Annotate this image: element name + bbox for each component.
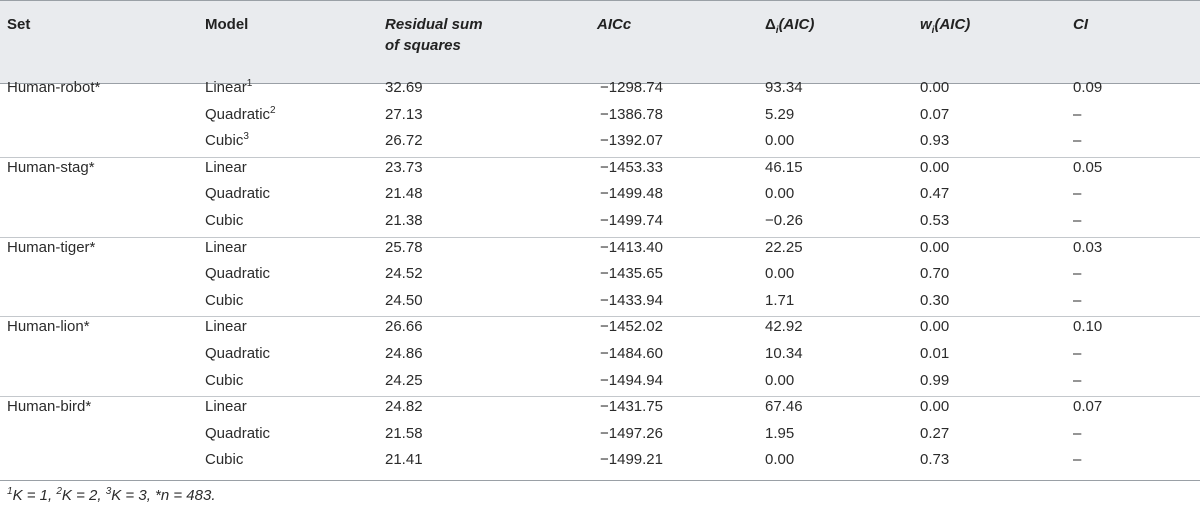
w-aic-cell	[920, 155, 949, 182]
rss-cell-text: 24.50	[385, 291, 423, 309]
ci-cell	[1073, 288, 1081, 315]
aicc-cell-text: −1298.74	[600, 79, 663, 96]
delta-aic-cell-text: 1.95	[765, 424, 795, 442]
delta-aic-cell	[765, 235, 803, 262]
rss-cell	[385, 261, 423, 288]
w-aic-cell-text: 0.93	[920, 132, 950, 150]
delta-aic-cell-text: 46.15	[765, 158, 803, 176]
aicc-cell-text: −1435.65	[600, 265, 663, 283]
delta-aic-cell-text: 0.00	[765, 185, 795, 203]
ci-cell	[1073, 314, 1102, 341]
delta-aic-cell	[765, 75, 803, 102]
header-delta-sub: i	[775, 25, 779, 36]
w-aic-cell-text: 0.27	[920, 424, 950, 442]
footnote-sup-1: 1	[7, 486, 13, 497]
ci-cell	[1073, 261, 1081, 288]
table-row	[0, 421, 1200, 448]
w-aic-cell	[920, 208, 949, 235]
model-cell	[205, 208, 243, 235]
w-aic-cell-text: 0.99	[920, 371, 950, 389]
rss-cell	[385, 181, 423, 208]
delta-aic-cell	[765, 208, 803, 235]
footnote-text-1: K = 1,	[12, 487, 57, 504]
delta-aic-cell-text: 10.34	[765, 345, 803, 362]
rss-cell	[385, 102, 423, 129]
model-cell-text: Linear	[205, 318, 247, 336]
delta-aic-cell	[765, 421, 794, 448]
table-header	[0, 0, 1200, 84]
model-cell-text: Linear	[205, 238, 247, 256]
aicc-cell	[600, 75, 663, 102]
ci-cell	[1073, 421, 1081, 448]
aicc-cell	[600, 128, 663, 155]
footnote-sup-3: 3	[105, 486, 112, 497]
footnote-sup-2: 2	[56, 486, 62, 497]
set-cell-text: Human-bird*	[7, 398, 92, 416]
w-aic-cell	[920, 181, 949, 208]
model-footnote-marker: 2	[270, 104, 276, 116]
aicc-cell	[600, 102, 663, 129]
aicc-cell-text: −1452.02	[600, 318, 663, 336]
ci-cell	[1073, 128, 1081, 155]
model-cell	[205, 368, 243, 395]
table-row	[0, 102, 1200, 129]
delta-aic-cell-text: 0.00	[765, 451, 795, 469]
delta-aic-cell	[765, 128, 794, 155]
model-cell	[205, 341, 270, 368]
w-aic-cell-text: 0.70	[920, 265, 950, 283]
model-cell	[205, 75, 252, 102]
header-delta-aic	[765, 14, 814, 35]
rss-cell-text: 27.13	[385, 105, 423, 123]
delta-aic-cell	[765, 394, 803, 421]
rss-cell	[385, 314, 423, 341]
model-cell-text: Quadratic	[205, 424, 271, 442]
aicc-cell-text: −1431.75	[600, 398, 663, 416]
table-row	[0, 155, 1200, 182]
w-aic-cell	[920, 235, 949, 262]
rss-cell-text: 23.73	[385, 158, 423, 176]
ci-cell-text: –	[1073, 185, 1082, 203]
w-aic-cell	[920, 75, 949, 102]
set-cell-text: Human-tiger*	[7, 238, 96, 256]
model-cell	[205, 261, 270, 288]
rss-cell-text: 32.69	[385, 79, 423, 96]
rss-cell-text: 24.82	[385, 398, 423, 416]
delta-aic-cell-text: 5.29	[765, 105, 795, 123]
table-row	[0, 128, 1200, 155]
delta-aic-cell	[765, 155, 803, 182]
rss-cell-text: 24.25	[385, 371, 423, 389]
rss-cell-text: 21.58	[385, 424, 423, 442]
footnote-text-2: K = 2,	[61, 487, 106, 504]
header-w-sub: i	[931, 25, 935, 36]
w-aic-cell-text: 0.00	[920, 79, 950, 96]
delta-aic-cell	[765, 341, 803, 368]
header-w-symbol: w	[920, 16, 932, 33]
aicc-cell-text: −1499.21	[600, 451, 663, 469]
model-cell	[205, 421, 270, 448]
set-cell-text: Human-stag*	[7, 158, 95, 176]
delta-aic-cell	[765, 288, 794, 315]
set-cell	[7, 235, 95, 262]
model-cell-text: Cubic	[205, 371, 244, 389]
table-row	[0, 75, 1200, 102]
table-bottom-rule	[0, 480, 1200, 481]
header-w-aic	[920, 14, 970, 35]
w-aic-cell	[920, 368, 949, 395]
w-aic-cell	[920, 314, 949, 341]
rss-cell	[385, 341, 423, 368]
ci-cell	[1073, 341, 1081, 368]
set-cell	[7, 155, 95, 182]
table-row	[0, 261, 1200, 288]
rss-cell	[385, 447, 423, 474]
header-delta-rest: (AIC)	[778, 16, 815, 33]
w-aic-cell-text: 0.00	[920, 398, 950, 416]
rss-cell	[385, 128, 423, 155]
model-footnote-marker: 1	[246, 78, 253, 89]
table-row	[0, 394, 1200, 421]
header-aicc: AICc	[597, 16, 632, 33]
model-cell-text: Linear	[205, 398, 247, 416]
model-cell-text: Cubic	[205, 291, 244, 309]
delta-aic-cell	[765, 181, 794, 208]
set-cell-text: Human-lion*	[7, 318, 90, 336]
delta-aic-cell	[765, 447, 794, 474]
delta-aic-cell	[765, 102, 794, 129]
model-cell-text: Quadratic	[205, 105, 271, 123]
w-aic-cell-text: 0.53	[920, 212, 950, 229]
delta-aic-cell-text: 1.71	[765, 291, 795, 309]
aicc-cell	[600, 235, 663, 262]
ci-cell-text: –	[1073, 345, 1082, 362]
aicc-cell-text: −1413.40	[600, 238, 663, 256]
w-aic-cell	[920, 102, 949, 129]
aicc-cell-text: −1392.07	[600, 132, 663, 150]
aicc-cell	[600, 394, 663, 421]
w-aic-cell	[920, 421, 949, 448]
w-aic-cell-text: 0.47	[920, 185, 950, 203]
model-cell-text: Cubic	[205, 132, 244, 150]
delta-aic-cell-text: −0.26	[765, 212, 803, 229]
set-cell	[7, 314, 90, 341]
w-aic-cell-text: 0.73	[920, 451, 950, 469]
model-cell	[205, 181, 270, 208]
delta-aic-cell-text: 67.46	[765, 398, 803, 416]
model-cell-text: Linear	[205, 158, 247, 176]
table-row	[0, 288, 1200, 315]
model-cell	[205, 288, 243, 315]
rss-cell-text: 24.52	[385, 265, 423, 283]
ci-cell-text: –	[1073, 105, 1082, 123]
rss-cell	[385, 235, 423, 262]
model-cell	[205, 394, 247, 421]
model-cell-text: Linear	[205, 79, 247, 96]
model-cell	[205, 314, 247, 341]
rss-cell	[385, 208, 423, 235]
aicc-cell	[600, 208, 663, 235]
w-aic-cell	[920, 341, 949, 368]
model-cell-text: Cubic	[205, 212, 244, 229]
ci-cell	[1073, 394, 1102, 421]
ci-cell-text: –	[1073, 371, 1082, 389]
w-aic-cell-text: 0.01	[920, 345, 950, 362]
ci-cell	[1073, 155, 1102, 182]
aicc-cell-text: −1453.33	[600, 158, 663, 176]
w-aic-cell-text: 0.00	[920, 318, 950, 336]
rss-cell-text: 26.66	[385, 318, 423, 336]
rss-cell	[385, 288, 423, 315]
aicc-cell-text: −1494.94	[600, 371, 663, 389]
rss-cell-text: 21.38	[385, 212, 423, 229]
ci-cell-text: 0.09	[1073, 79, 1103, 96]
model-cell	[205, 102, 276, 129]
header-w-rest: (AIC)	[934, 16, 971, 33]
rss-cell-text: 26.72	[385, 132, 423, 150]
aicc-cell	[600, 261, 663, 288]
aicc-cell	[600, 155, 663, 182]
delta-aic-cell-text: 42.92	[765, 318, 803, 336]
aicc-cell	[600, 368, 663, 395]
table-row	[0, 341, 1200, 368]
table-row	[0, 235, 1200, 262]
ci-cell-text: 0.07	[1073, 398, 1103, 416]
aicc-cell	[600, 447, 663, 474]
ci-cell-text: –	[1073, 132, 1082, 150]
w-aic-cell-text: 0.00	[920, 158, 950, 176]
aicc-cell	[600, 341, 663, 368]
table-row	[0, 181, 1200, 208]
header-delta-symbol: Δ	[765, 16, 776, 33]
table-row	[0, 314, 1200, 341]
ci-cell	[1073, 181, 1081, 208]
model-cell-text: Cubic	[205, 451, 244, 469]
ci-cell-text: –	[1073, 212, 1082, 229]
w-aic-cell-text: 0.07	[920, 105, 950, 123]
model-cell	[205, 447, 243, 474]
ci-cell-text: 0.05	[1073, 158, 1103, 176]
model-cell	[205, 128, 249, 155]
model-cell-text: Quadratic	[205, 185, 271, 203]
delta-aic-cell	[765, 314, 803, 341]
ci-cell-text: –	[1073, 265, 1082, 283]
footnote-text-3: K = 3, *n = 483.	[111, 487, 216, 504]
rss-cell	[385, 368, 423, 395]
rss-cell-text: 24.86	[385, 345, 423, 362]
w-aic-cell	[920, 394, 949, 421]
aicc-cell	[600, 181, 663, 208]
aicc-cell	[600, 288, 663, 315]
w-aic-cell-text: 0.00	[920, 238, 950, 256]
table-row	[0, 208, 1200, 235]
table-row	[0, 368, 1200, 395]
aicc-cell-text: −1499.48	[600, 185, 663, 203]
w-aic-cell-text: 0.30	[920, 291, 950, 309]
delta-aic-cell	[765, 261, 794, 288]
delta-aic-cell-text: 0.00	[765, 265, 795, 283]
delta-aic-cell-text: 22.25	[765, 238, 803, 256]
aicc-cell	[600, 314, 663, 341]
header-rss	[385, 14, 483, 56]
ci-cell	[1073, 368, 1081, 395]
ci-cell	[1073, 102, 1081, 129]
w-aic-cell	[920, 288, 949, 315]
table-row	[0, 447, 1200, 474]
rss-cell-text: 21.48	[385, 185, 423, 203]
aicc-cell-text: −1386.78	[600, 105, 663, 123]
set-cell-text: Human-robot*	[7, 79, 101, 96]
aicc-cell-text: −1433.94	[600, 291, 663, 309]
aicc-cell-text: −1484.60	[600, 345, 663, 362]
rss-cell	[385, 394, 423, 421]
delta-aic-cell-text: 0.00	[765, 132, 795, 150]
rss-cell	[385, 75, 423, 102]
delta-aic-cell-text: 0.00	[765, 371, 795, 389]
header-rss-line2: of squares	[385, 37, 461, 54]
ci-cell-text: 0.03	[1073, 238, 1103, 256]
header-model: Model	[205, 16, 249, 33]
model-cell-text: Quadratic	[205, 345, 271, 362]
header-rss-line1: Residual sum	[385, 16, 483, 33]
delta-aic-cell	[765, 368, 794, 395]
rss-cell-text: 25.78	[385, 238, 423, 256]
rss-cell	[385, 155, 423, 182]
set-cell	[7, 75, 100, 102]
ci-cell	[1073, 75, 1102, 102]
ci-cell-text: –	[1073, 424, 1082, 442]
ci-cell	[1073, 447, 1081, 474]
header-ci: CI	[1073, 16, 1088, 33]
w-aic-cell	[920, 261, 949, 288]
ci-cell	[1073, 208, 1081, 235]
header-set: Set	[7, 16, 31, 33]
aicc-cell-text: −1499.74	[600, 212, 663, 229]
ci-cell-text: –	[1073, 291, 1082, 309]
ci-cell	[1073, 235, 1102, 262]
w-aic-cell	[920, 447, 949, 474]
rss-cell-text: 21.41	[385, 451, 423, 469]
aicc-cell-text: −1497.26	[600, 424, 663, 442]
ci-cell-text: 0.10	[1073, 318, 1103, 336]
w-aic-cell	[920, 128, 949, 155]
model-cell	[205, 235, 247, 262]
ci-cell-text: –	[1073, 451, 1082, 469]
table-footnote	[7, 485, 216, 507]
set-cell	[7, 394, 91, 421]
rss-cell	[385, 421, 423, 448]
aicc-cell	[600, 421, 663, 448]
model-footnote-marker: 3	[243, 131, 249, 143]
model-cell-text: Quadratic	[205, 265, 271, 283]
delta-aic-cell-text: 93.34	[765, 79, 803, 96]
model-cell	[205, 155, 247, 182]
